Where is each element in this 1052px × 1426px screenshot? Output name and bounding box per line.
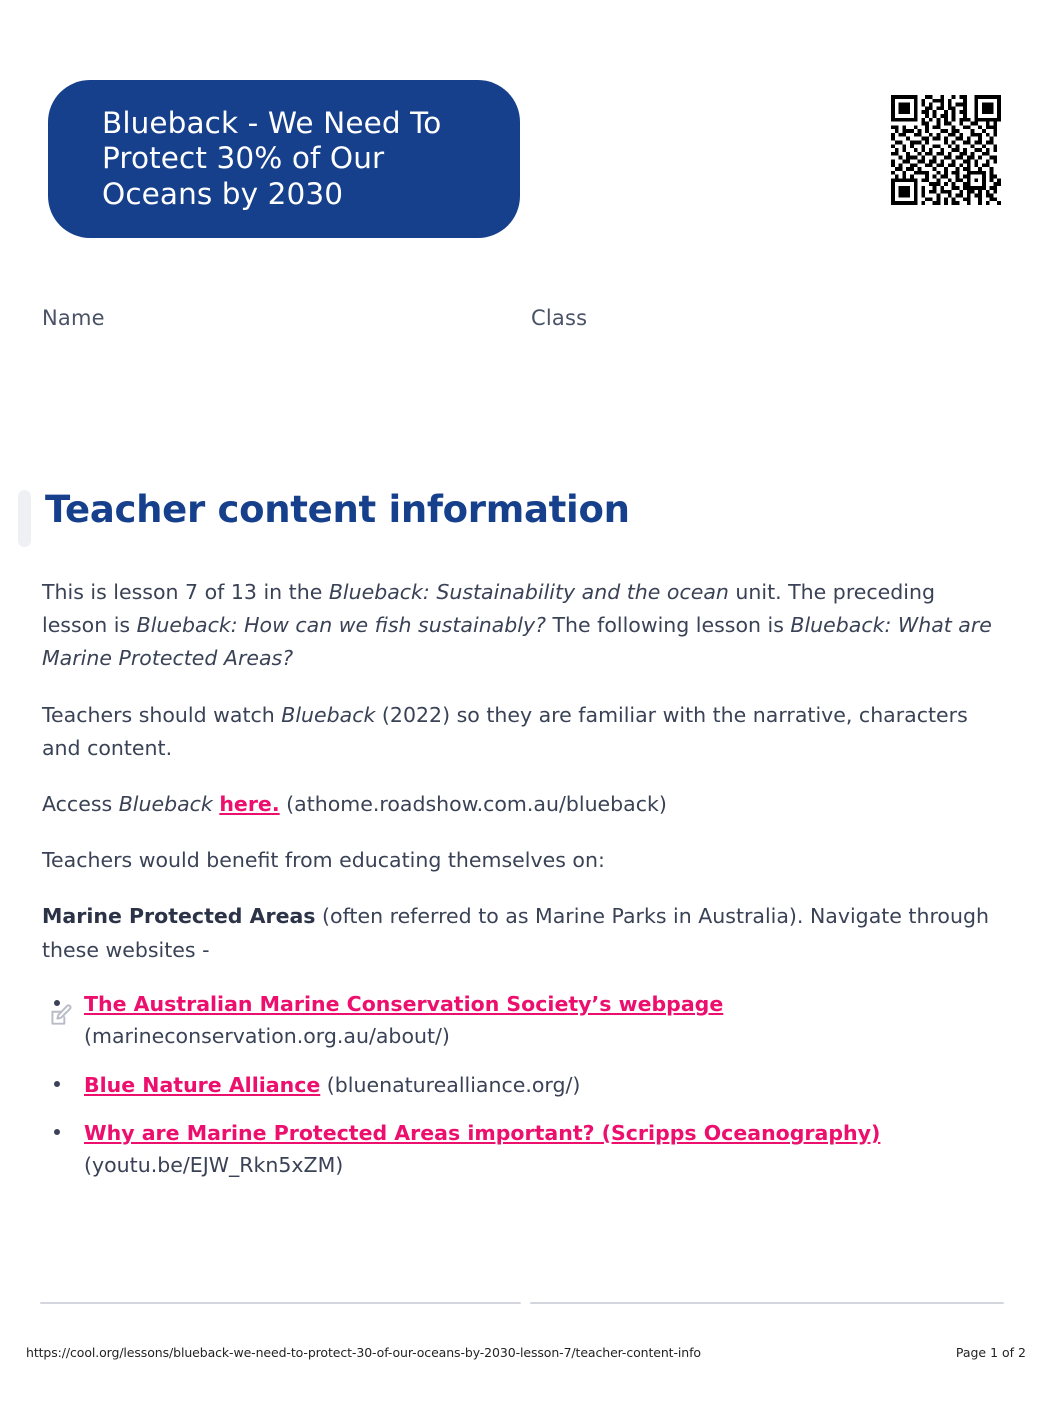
p1-text-1: This is lesson 7 of 13 in the bbox=[42, 580, 329, 604]
p1-preceding-lesson: Blueback: How can we fish sustainably? bbox=[136, 613, 546, 638]
name-field-label: Name bbox=[42, 306, 105, 330]
p3-text-1: Access bbox=[42, 792, 119, 817]
list-item bbox=[42, 1117, 1004, 1182]
p2-film-title: Blueback bbox=[281, 702, 376, 727]
paragraph-educate-intro: Teachers would benefit from educating themselves on: bbox=[42, 848, 605, 873]
page-title: Teacher content information bbox=[45, 488, 630, 531]
mpa-bold-term: Marine Protected Areas bbox=[42, 904, 316, 929]
footer-divider-left bbox=[40, 1302, 521, 1304]
page-footer bbox=[26, 1345, 1026, 1367]
resource-links-list bbox=[42, 988, 1004, 1182]
heading-accent-bar bbox=[18, 490, 31, 547]
lesson-title-text: Blueback - We Need To Protect 30% of Our Oceans by 2030 bbox=[102, 106, 442, 211]
teacher-content-body bbox=[42, 576, 1004, 1182]
paragraph-marine-protected-areas bbox=[42, 900, 1004, 966]
here-link[interactable]: here. bbox=[219, 792, 280, 817]
p3-film-title: Blueback bbox=[118, 792, 213, 817]
link-url-1: (bluenaturealliance.org/) bbox=[320, 1072, 581, 1097]
p3-url-text: (athome.roadshow.com.au/blueback) bbox=[279, 792, 667, 817]
p1-text-2: unit. The preceding lesson is bbox=[42, 580, 936, 638]
bullet-dot-icon bbox=[54, 1081, 60, 1087]
qr-code-icon[interactable] bbox=[891, 95, 1001, 205]
section-heading bbox=[18, 487, 918, 547]
list-item bbox=[42, 988, 1004, 1053]
link-blue-nature-alliance[interactable]: Blue Nature Alliance bbox=[84, 1072, 321, 1097]
footer-url: https://cool.org/lessons/blueback-we-need-to-protect-30-of-our-oceans-by-2030-lesson-7/teacher-content-info bbox=[26, 1345, 701, 1360]
paragraph-watch-film bbox=[42, 699, 1004, 765]
lesson-title-badge bbox=[48, 80, 520, 238]
bullet-dot-icon bbox=[54, 1129, 60, 1135]
class-field-label: Class bbox=[531, 306, 588, 330]
edit-pencil-square-icon[interactable] bbox=[47, 1001, 73, 1029]
paragraph-access-film bbox=[42, 788, 1004, 821]
mpa-text: (often referred to as Marine Parks in Australia). Navigate through these websites - bbox=[42, 904, 989, 962]
p1-unit-title: Blueback: Sustainability and the ocean bbox=[328, 580, 729, 604]
link-url-0: (marineconservation.org.au/about/) bbox=[84, 1024, 450, 1049]
paragraph-lesson-position bbox=[42, 576, 1004, 676]
link-url-2: (youtu.be/EJW_Rkn5xZM) bbox=[84, 1153, 344, 1178]
student-fields-row bbox=[42, 306, 1002, 336]
footer-divider-right bbox=[530, 1302, 1004, 1304]
p1-text-3: The following lesson is bbox=[545, 613, 791, 638]
link-australian-marine-conservation-society[interactable]: The Australian Marine Conservation Society’s webpage bbox=[84, 991, 724, 1016]
list-item bbox=[42, 1069, 1004, 1101]
p2-text-1: Teachers should watch bbox=[42, 702, 282, 727]
footer-page-number: Page 1 of 2 bbox=[955, 1345, 1026, 1360]
p2-text-2: (2022) so they are familiar with the narrative, characters and content. bbox=[42, 702, 968, 760]
p1-following-lesson: Blueback: What are Marine Protected Areas? bbox=[42, 613, 992, 671]
link-why-are-mpas-important-scripps[interactable]: Why are Marine Protected Areas important? (Scripps Oceanography) bbox=[84, 1120, 881, 1145]
